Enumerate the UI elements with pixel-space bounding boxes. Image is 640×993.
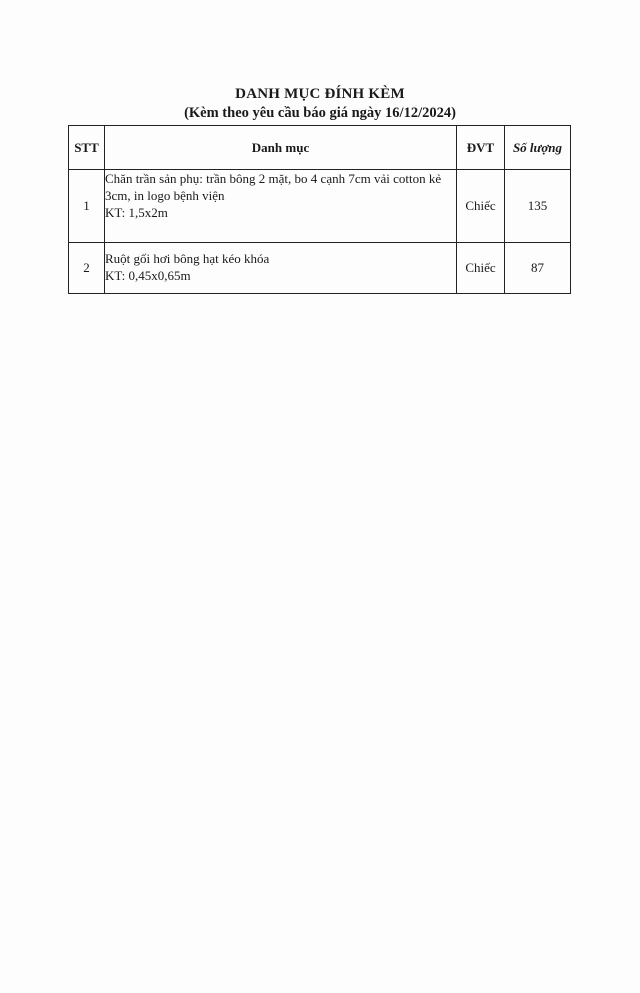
document-subtitle: (Kèm theo yêu cầu báo giá ngày 16/12/2024) bbox=[184, 105, 456, 121]
header-name: Danh mục bbox=[105, 126, 457, 170]
item-name-line: Chăn trần sản phụ: trần bông 2 mặt, bo 4 cạnh 7cm vải cotton kẻ bbox=[105, 171, 442, 186]
row-qty: 135 bbox=[505, 170, 571, 243]
document-title: DANH MỤC ĐÍNH KÈM bbox=[235, 86, 405, 102]
items-table bbox=[68, 125, 571, 294]
table-row bbox=[69, 243, 571, 294]
table-row bbox=[69, 170, 571, 243]
header-unit: ĐVT bbox=[457, 126, 505, 170]
table-header-row bbox=[69, 126, 571, 170]
header-qty: Số lượng bbox=[505, 126, 571, 170]
item-name-line: KT: 0,45x0,65m bbox=[105, 268, 191, 283]
row-stt: 2 bbox=[69, 243, 105, 294]
item-name-line: Ruột gối hơi bông hạt kéo khóa bbox=[105, 251, 270, 266]
row-item-name bbox=[105, 243, 457, 294]
row-qty: 87 bbox=[505, 243, 571, 294]
header-stt: STT bbox=[69, 126, 105, 170]
row-unit: Chiếc bbox=[457, 170, 505, 243]
item-name-line: KT: 1,5x2m bbox=[105, 205, 168, 220]
row-item-name bbox=[105, 170, 457, 243]
row-unit: Chiếc bbox=[457, 243, 505, 294]
item-name-line: 3cm, in logo bệnh viện bbox=[105, 188, 225, 203]
row-stt: 1 bbox=[69, 170, 105, 243]
